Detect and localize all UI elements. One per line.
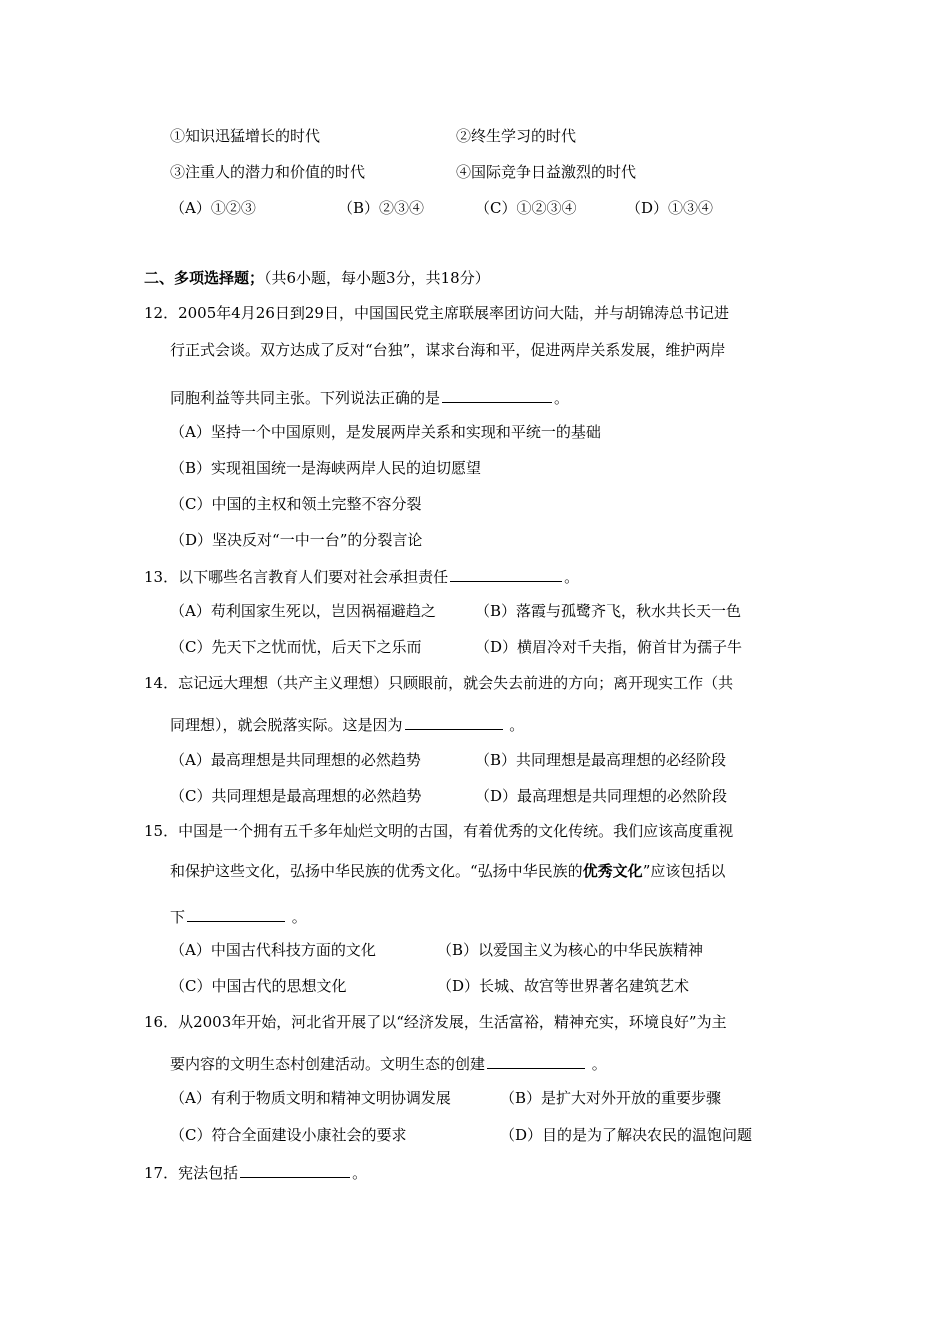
q14-stem-line-1: 14．忘记远大理想（共产主义理想）只顾眼前，就会失去前进的方向；离开现实工作（共 [144,674,734,692]
q15-stem-line-1: 15．中国是一个拥有五千多年灿烂文明的古国，有着优秀的文化传统。我们应该高度重视 [144,822,734,840]
q15-option-b: （B）以爱国主义为核心的中华民族精神 [437,941,704,959]
q12-option-b: （B）实现祖国统一是海峡两岸人民的迫切愿望 [170,459,482,477]
q13-stem-text: 13．以下哪些名言教育人们要对社会承担责任 [144,568,449,586]
q12-stem-end: 。 [554,389,570,407]
q13-option-a: （A）苟利国家生死以，岂因祸福避趋之 [170,602,436,620]
q15-stem-text: 和保护这些文化，弘扬中华民族的优秀文化。“弘扬中华民族的 [170,862,583,880]
q12-option-c: （C）中国的主权和领土完整不容分裂 [170,495,422,513]
q15-option-c: （C）中国古代的思想文化 [170,977,347,995]
q15-emphasis: 优秀文化 [582,862,643,880]
q16-option-a: （A）有利于物质文明和精神文明协调发展 [170,1089,451,1107]
q15-option-d: （D）长城、故宫等世界著名建筑艺术 [437,977,690,995]
q15-stem-line-3 [170,905,307,925]
q13-option-c: （C）先天下之忧而忧，后天下之乐而 [170,638,422,656]
q12-option-d: （D）坚决反对“一中一台”的分裂言论 [170,531,423,549]
q13-stem-end: 。 [564,568,580,586]
q17-stem-text: 17．宪法包括 [144,1164,239,1182]
q11-option-c: （C）①②③④ [475,199,577,217]
q16-stem-end: 。 [587,1055,607,1073]
q11-item-2: ②终生学习的时代 [456,127,577,145]
section-note: （共6小题，每小题3分，共18分） [264,269,490,287]
q14-stem-end: 。 [504,716,525,734]
q12-stem-text: 同胞利益等共同主张。下列说法正确的是 [170,389,441,407]
q11-item-1: ①知识迅猛增长的时代 [170,127,321,145]
q14-stem-text: 同理想），就会脱落实际。这是因为 [170,716,403,734]
section-heading [144,268,490,288]
section-title: 二、多项选择题； [144,269,265,287]
q14-option-a: （A）最高理想是共同理想的必然趋势 [170,751,421,769]
q16-stem-line-2 [170,1052,607,1072]
q11-item-4: ④国际竞争日益激烈的时代 [456,163,637,181]
q12-answer-blank[interactable] [442,386,552,403]
q11-item-3: ③注重人的潜力和价值的时代 [170,163,366,181]
q17-stem-end: 。 [352,1164,368,1182]
q15-option-a: （A）中国古代科技方面的文化 [170,941,376,959]
q13-answer-blank[interactable] [450,565,562,582]
q12-stem-line-3 [170,386,569,406]
q13-option-d: （D）横眉冷对千夫指，俯首甘为孺子牛 [475,638,743,656]
q11-option-d: （D）①③④ [626,199,714,217]
q14-answer-blank[interactable] [405,713,503,730]
q13-option-b: （B）落霞与孤鹭齐飞，秋水共长天一色 [475,602,742,620]
q15-answer-blank[interactable] [187,905,285,922]
q16-stem-text: 要内容的文明生态村创建活动。文明生态的创建 [170,1055,486,1073]
q15-stem-text-end: ”应该包括以 [642,862,726,880]
q15-stem-end: 。 [287,908,307,926]
q15-stem-line-2 [170,861,725,881]
q12-option-a: （A）坚持一个中国原则，是发展两岸关系和实现和平统一的基础 [170,423,601,441]
q15-stem-text-3: 下 [170,908,186,926]
q14-option-c: （C）共同理想是最高理想的必然趋势 [170,787,422,805]
q17-answer-blank[interactable] [240,1161,350,1178]
q14-option-d: （D）最高理想是共同理想的必然阶段 [475,787,728,805]
q12-stem-line-2: 行正式会谈。双方达成了反对“台独”，谋求台海和平，促进两岸关系发展，维护两岸 [170,341,726,359]
q16-option-b: （B）是扩大对外开放的重要步骤 [500,1089,722,1107]
q16-option-c: （C）符合全面建设小康社会的要求 [170,1126,407,1144]
q16-answer-blank[interactable] [487,1052,585,1069]
q11-option-a: （A）①②③ [170,199,256,217]
q14-stem-line-2 [170,713,524,733]
q11-option-b: （B）②③④ [338,199,425,217]
q14-option-b: （B）共同理想是最高理想的必经阶段 [475,751,727,769]
q16-option-d: （D）目的是为了解决农民的温饱问题 [500,1126,753,1144]
q13-stem-line-1 [144,565,579,585]
q17-stem-line-1 [144,1161,367,1181]
q12-stem-line-1: 12．2005年4月26日到29日，中国国民党主席联展率团访问大陆，并与胡锦涛总书记进 [144,304,729,322]
q16-stem-line-1: 16．从2003年开始，河北省开展了以“经济发展，生活富裕，精神充实，环境良好”为主 [144,1013,727,1031]
